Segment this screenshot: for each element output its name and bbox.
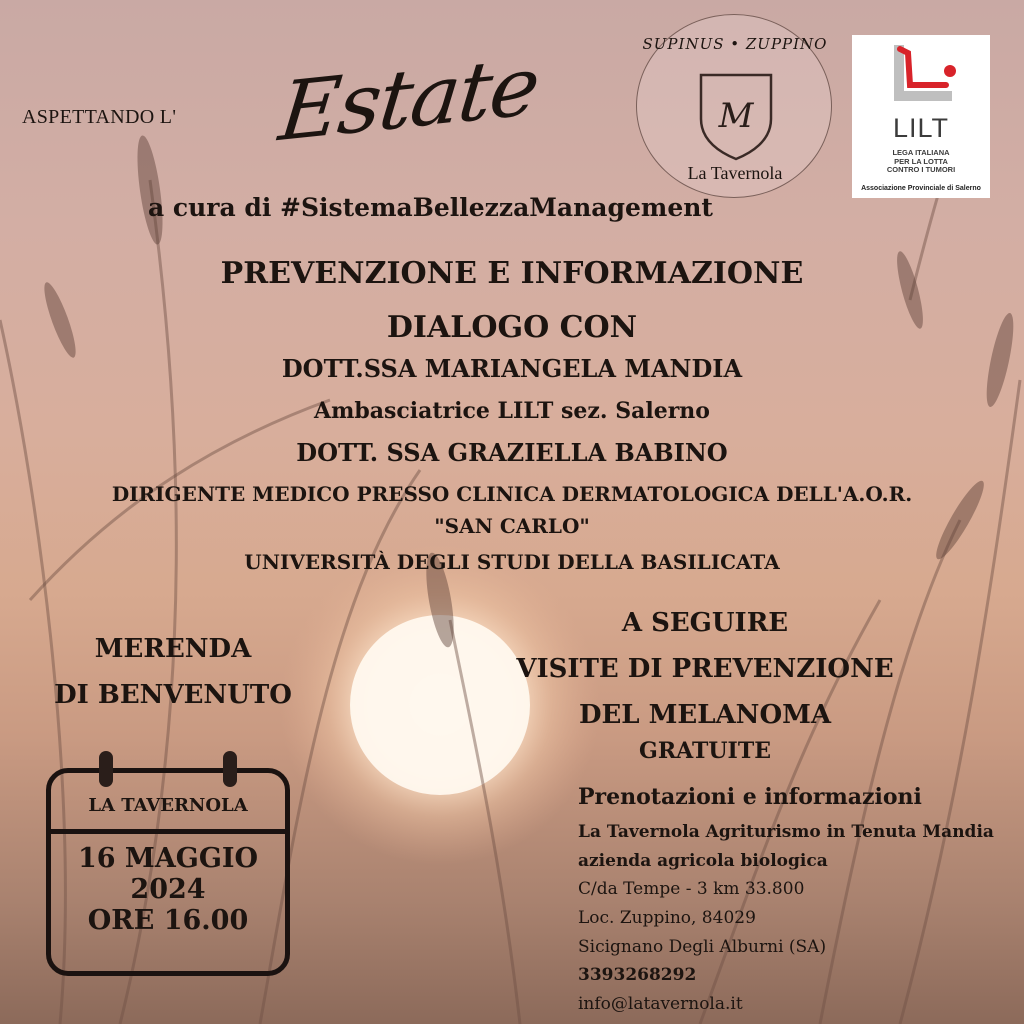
contact-farm: azienda agricola biologica [578,851,828,871]
logo-arc-text: SUPINUS • ZUPPINO [642,35,828,53]
calendar-icon [46,768,290,976]
aspettando-text: ASPETTANDO L' [22,106,177,128]
dialogo-heading: DIALOGO CON [386,310,638,345]
contact-address-3: Sicignano Degli Alburni (SA) [578,937,827,957]
lilt-subtitle: LEGA ITALIANA PER LA LOTTA CONTRO I TUMORI [886,148,956,174]
merenda-text: MERENDA DI BENVENUTO [54,634,292,710]
lilt-logo [852,35,990,198]
contact-venue: La Tavernola Agriturismo in Tenuta Mandia [578,822,994,842]
calendar-place: LA TAVERNOLA [88,795,248,816]
calendar-date: 16 MAGGIO 2024 ORE 16.00 [77,843,259,936]
lilt-name: LILT [892,113,950,143]
calendar-divider [51,829,285,834]
contact-email: info@latavernola.it [578,994,743,1014]
speaker-2-hospital: "SAN CARLO" [434,514,590,538]
calendar-ring-left [99,751,113,787]
contact-address-1: C/da Tempe - 3 km 33.800 [578,879,805,899]
speaker-2-name: DOTT. SSA GRAZIELLA BABINO [296,438,728,467]
calendar-ring-right [223,751,237,787]
prevenzione-heading: PREVENZIONE E INFORMAZIONE [220,256,804,291]
gratuite-text: GRATUITE [639,738,771,764]
curated-by-text: a cura di #SistemaBellezzaManagement [148,193,713,222]
speaker-2-role: DIRIGENTE MEDICO PRESSO CLINICA DERMATOLOGICA DELL'A.O.R. [111,482,913,506]
lilt-association: Associazione Provinciale di Salerno [861,185,981,192]
speaker-2-university: UNIVERSITÀ DEGLI STUDI DELLA BASILICATA [244,550,780,574]
contacts-title: Prenotazioni e informazioni [578,784,922,810]
lilt-emblem-icon [882,41,962,111]
estate-title: Estate [274,39,543,160]
speaker-1-name: DOTT.SSA MARIANGELA MANDIA [281,354,743,383]
contact-phone: 3393268292 [578,965,697,985]
contact-address-2: Loc. Zuppino, 84029 [578,908,756,928]
speaker-1-role: Ambasciatrice LILT sez. Salerno [314,398,710,424]
la-tavernola-logo [636,14,832,198]
shield-icon [695,69,777,161]
visite-prevenzione-text: A SEGUIRE VISITE DI PREVENZIONE DEL MELANOMA [516,608,894,730]
logo-monogram: M [718,96,754,136]
logo-name: La Tavernola [687,163,783,183]
